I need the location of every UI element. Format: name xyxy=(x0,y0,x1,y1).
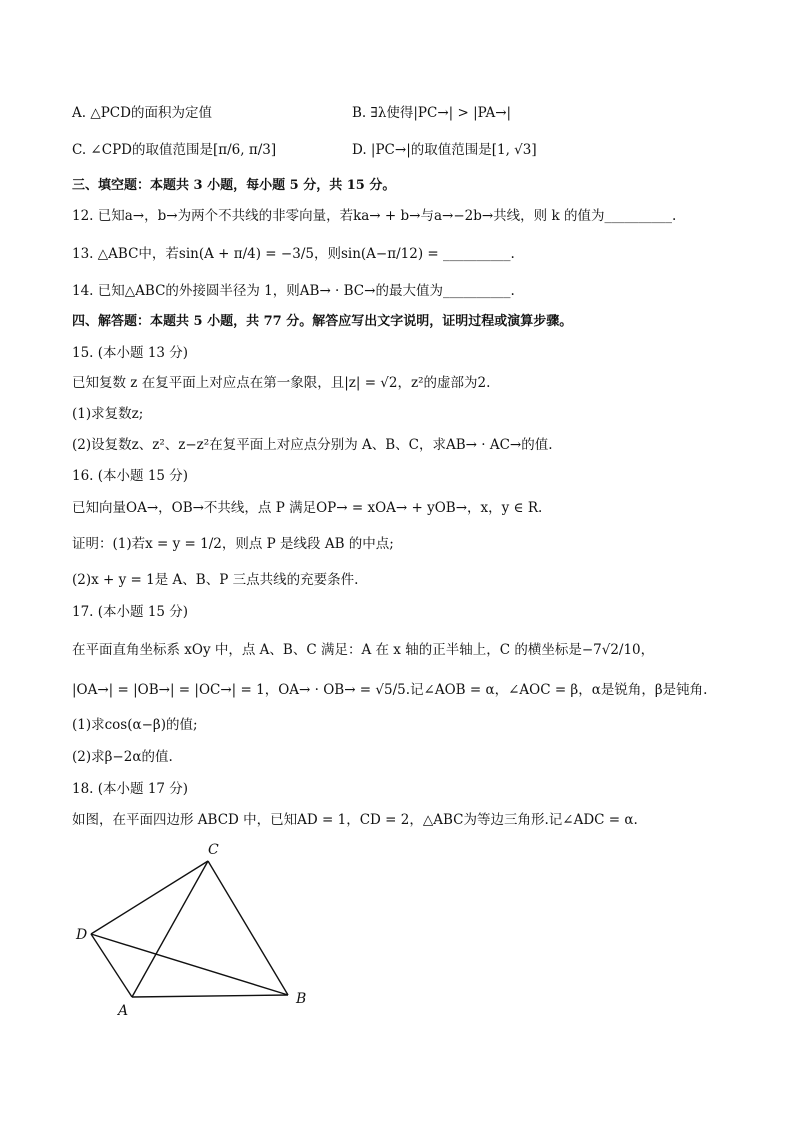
question-17-part2: (2)求β−2α的值. xyxy=(72,749,173,765)
question-13: 13. △ABC中，若sin(A + π/4) = −3/5，则sin(A−π/12) = __________. xyxy=(72,246,515,262)
segment-dc xyxy=(91,861,208,934)
question-17-part1: (1)求cos(α−β)的值; xyxy=(72,717,198,733)
question-15-body: 已知复数 z 在复平面上对应点在第一象限，且|z| = √2，z²的虚部为2. xyxy=(72,375,491,391)
question-18-body: 如图，在平面四边形 ABCD 中，已知AD = 1，CD = 2，△ABC为等边三角形.记∠ADC = α. xyxy=(72,812,638,828)
segment-cb xyxy=(208,861,288,995)
question-15-part1: (1)求复数z; xyxy=(72,406,144,422)
question-12: 12. 已知a→，b→为两个不共线的非零向量，若ka→ + b→与a→−2b→共线，则 k 的值为__________. xyxy=(72,208,677,224)
vertex-label-b: B xyxy=(296,991,307,1007)
segment-ab xyxy=(132,995,288,997)
section-4-heading: 四、解答题：本题共 5 小题，共 77 分。解答应写出文字说明，证明过程或演算步骤。 xyxy=(72,314,573,329)
segment-db xyxy=(91,934,288,995)
option-c: C. ∠CPD的取值范围是[π/6, π/3] xyxy=(72,142,277,158)
vertex-label-a: A xyxy=(118,1003,129,1019)
question-17-body1: 在平面直角坐标系 xOy 中，点 A、B、C 满足：A 在 x 轴的正半轴上，C 的横坐标是−7√2/10， xyxy=(72,642,655,658)
segment-da xyxy=(91,934,132,997)
vertex-label-d: D xyxy=(76,927,88,943)
question-17-title: 17. (本小题 15 分) xyxy=(72,604,189,620)
question-14: 14. 已知△ABC的外接圆半径为 1，则AB→ · BC→的最大值为__________. xyxy=(72,283,515,299)
question-15-title: 15. (本小题 13 分) xyxy=(72,345,189,361)
option-a: A. △PCD的面积为定值 xyxy=(72,105,212,121)
option-b: B. ∃λ使得|PC→| > |PA→| xyxy=(352,105,512,121)
option-d: D. |PC→|的取值范围是[1, √3] xyxy=(352,142,537,158)
question-16-title: 16. (本小题 15 分) xyxy=(72,468,189,484)
question-16-part1: 证明：(1)若x = y = 1/2，则点 P 是线段 AB 的中点; xyxy=(72,536,394,552)
question-16-body: 已知向量OA→，OB→不共线，点 P 满足OP→ = xOA→ + yOB→，x，y ∈ R. xyxy=(72,500,543,516)
section-3-heading: 三、填空题：本题共 3 小题，每小题 5 分，共 15 分。 xyxy=(72,178,396,193)
question-15-part2: (2)设复数z、z²、z−z²在复平面上对应点分别为 A、B、C，求AB→ · AC→的值. xyxy=(72,437,553,453)
question-17-body2: |OA→| = |OB→| = |OC→| = 1，OA→ · OB→ = √5/5.记∠AOB = α，∠AOC = β，α是锐角，β是钝角. xyxy=(72,682,708,698)
vertex-label-c: C xyxy=(208,842,219,858)
question-18-title: 18. (本小题 17 分) xyxy=(72,781,189,797)
question-16-part2: (2)x + y = 1是 A、B、P 三点共线的充要条件. xyxy=(72,572,359,588)
segment-ac xyxy=(132,861,208,997)
